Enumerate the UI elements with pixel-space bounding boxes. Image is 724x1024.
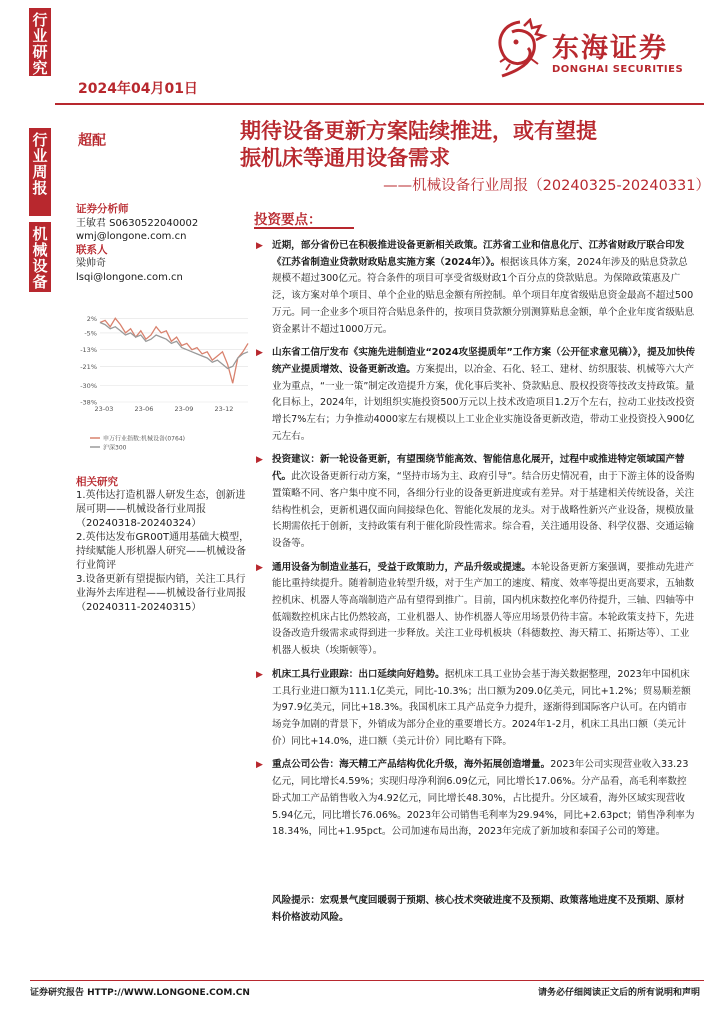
bullet-point: ▶ 投资建议：新一轮设备更新，有望围绕节能高效、智能信息化展开，过程中或推进特定领域国产替代。此次设备更新行动方案，“坚持市场为主、政府引导”。结合历史情况看，由于下游主体的设备购置策略不同、客户集中度不同，各细分行业的设备更新进度或有差异。对于基建相关传统设备，关注结构性机会，更新机遇仅面向间接绿色化、智能化发展的龙头。对于战略性新兴产业设备，规模放量长期需依托于创新，支持政策有利于催化阶段性需求。综合看，关注通用设备、科学仪器、交通运输设备等。 <box>256 454 695 549</box>
series-line <box>100 318 248 383</box>
bullet-arrow-icon: ▶ <box>256 241 263 251</box>
y-tick-label: -5% <box>84 329 97 338</box>
dragon-logo-icon <box>490 18 548 80</box>
contact-name: 梁帅奇 <box>76 258 106 269</box>
category-tab-weekly: 行业周报 <box>29 128 51 216</box>
contact-label: 联系人 <box>76 243 108 256</box>
related-research <box>76 475 254 615</box>
x-tick-label: 23-06 <box>134 405 154 413</box>
analyst-email: wmj@longone.com.cn <box>76 231 187 242</box>
bullet-point: ▶ 通用设备为制造业基石，受益于政策助力，产品升级或提速。本轮设备更新方案强调，要推动先进产能比重持续提升。随着制造业转型升级，对于生产加工的速度、精度、效率等提出更高要求，五轴数控机床、机器人等高端制造产品有望得到推广。目前，国内机床数控化率仍待提升，三轴、四轴等中低端数控机床占比仍然较高，工业机器人、协作机器人等应用场景仍待丰富。本轮政策支持下，先进设备改造升级需求或得到进一步释放。关注工业母机板块（科德数控、海天精工、拓斯达等）、工业机器人板块（埃斯顿等）。 <box>256 561 695 657</box>
bullet-arrow-icon: ▶ <box>256 348 263 359</box>
contact-email: lsqi@longone.com.cn <box>76 271 183 283</box>
risk-warning: 风险提示：宏观景气度回暖弱于预期、核心技术突破进度不及预期、政策落地进度不及预期、原材料价格波动风险。 <box>272 895 685 923</box>
footer-disclaimer: 请务必仔细阅读正文后的所有说明和声明 <box>537 988 700 998</box>
related-label: 相关研究 <box>76 476 118 488</box>
index-performance-chart <box>66 306 256 468</box>
bullet-arrow-icon: ▶ <box>256 669 263 680</box>
report-title <box>240 118 700 172</box>
bullet-point: ▶ 山东省工信厅发布《实施先进制造业“2024攻坚提质年”工作方案（公开征求意见稿）》，提及加快传统产业提质增效、设备更新改造。方案提出，以冶金、石化、轻工、建材、纺织服装、机械等六大产业为重点，“一业一策”制定改造提升方案，优化事后奖补、贷款贴息、股权投资等技改支持政策。量化目标上，2024年，计划组织实施投资500万元以上技术改造项目1.2万个左右，拉动工业技改投资增长7%左右；力争推动4000家左右规模以上工业企业实施设备更新改造，带动工业投资投入900亿元左右。 <box>256 347 696 442</box>
y-tick-label: -30% <box>80 381 97 390</box>
analyst-block <box>76 203 251 284</box>
analyst-label: 证券分析师 <box>76 203 129 215</box>
key-points-underline <box>254 227 354 229</box>
category-tab-industry-research: 行业研究 <box>29 8 51 76</box>
bullet-point: ▶ 重点公司公告：海天精工产品结构优化升级，海外拓展创造增量。2023年公司实现营业收入33.23亿元，同比增长4.59%；实现归母净利润6.09亿元，同比增长17.06%。分产品看，高毛利率数控卧式加工产品销售收入为4.92亿元，同比增长48.30%，占比提升。分区域看，海外区域实现营收5.94亿元，同比增长76.06%。2023年公司销售毛利率为29.94%，同比+2.63pct；销售净利率为18.34%，同比+1.95pct。公司加速布局出海，2023年完成了新加坡和泰国子公司的筹建。 <box>256 759 695 838</box>
x-tick-label: 23-09 <box>174 405 194 413</box>
bullet-arrow-icon: ▶ <box>256 562 263 573</box>
related-item[interactable]: 2.英伟达发布GR00T通用基础大模型，持续赋能人形机器人研究——机械设备行业简评 <box>76 532 250 571</box>
legend-label: 申万行业指数:机械设备(0764) <box>103 435 185 443</box>
industry-rating: 超配 <box>78 133 106 149</box>
donghai-logo <box>490 18 700 83</box>
logo-text-en: DONGHAI SECURITIES <box>552 64 684 75</box>
x-tick-label: 23-03 <box>94 405 114 413</box>
key-points-heading: 投资要点： <box>254 212 322 228</box>
y-tick-label: -13% <box>80 346 97 355</box>
footer-website[interactable]: 证券研究报告 HTTP://WWW.LONGONE.COM.CN <box>30 988 250 998</box>
report-subtitle: ——机械设备行业周报（20240325-20240331） <box>383 178 710 194</box>
legend-label: 沪深300 <box>103 444 127 452</box>
analyst-name: 王敏君 S0630522040002 <box>76 217 199 229</box>
y-tick-label: -38% <box>80 398 97 407</box>
related-item[interactable]: 3.设备更新有望提振内销，关注工具行业海外去库进程——机械设备行业周报（20240311-20240315） <box>76 574 246 613</box>
x-tick-label: 23-12 <box>214 405 234 413</box>
title-line-1: 期待设备更新方案陆续推进，或有望提 <box>240 119 597 143</box>
related-item[interactable]: 1.英伟达打造机器人研发生态，创新进展可期——机械设备行业周报（20240318-20240324） <box>76 490 246 529</box>
category-tab-machinery: 机械设备 <box>29 222 51 292</box>
y-tick-label: 2% <box>86 314 97 323</box>
key-points-list <box>256 238 696 841</box>
bullet-point: ▶ 近期，部分省份已在积极推进设备更新相关政策。江苏省工业和信息化厅、江苏省财政厅联合印发《江苏省制造业贷款财政贴息实施方案（2024年）》。根据该具体方案，2024年涉及的贴息贷款总规模不超过300亿元。符合条件的项目可享受省级财政1个百分点的贷款贴息。为保障政策惠及广泛，该方案对单个项目、单个企业的贴息金额有所控制。单个项目年度省级贴息资金最高不超过500万元。同一企业多个项目符合贴息条件的，按项目贷款额分别测算贴息金额，单个企业年度省级贴息资金累计不超过1000万元。 <box>256 240 695 335</box>
bullet-arrow-icon: ▶ <box>256 455 263 466</box>
y-tick-label: -21% <box>80 362 97 371</box>
header-divider <box>55 103 704 105</box>
title-line-2: 振机床等通用设备需求 <box>240 146 450 170</box>
report-date: 2024年04月01日 <box>78 81 198 97</box>
logo-text-cn: 东海证券 <box>552 33 668 64</box>
bullet-arrow-icon: ▶ <box>256 760 263 771</box>
bullet-point: ▶ 机床工具行业跟踪：出口延续向好趋势。据机床工具工业协会基于海关数据整理，2023年中国机床工具行业进口额为111.1亿美元，同比-10.3%；出口额为209.0亿美元，同比+1.2%；贸易顺差额为97.9亿美元，同比+18.3%。我国机床工具产品竞争力提升，逐渐得到国际客户认可。在内销市场竞争加剧的背景下，外销成为部分企业的重要增长方。2024年1-2月，机床工具出口额（美元计价）同比+14.0%，进口额（美元计价）同比略有下降。 <box>256 668 691 747</box>
footer-divider <box>30 980 704 981</box>
